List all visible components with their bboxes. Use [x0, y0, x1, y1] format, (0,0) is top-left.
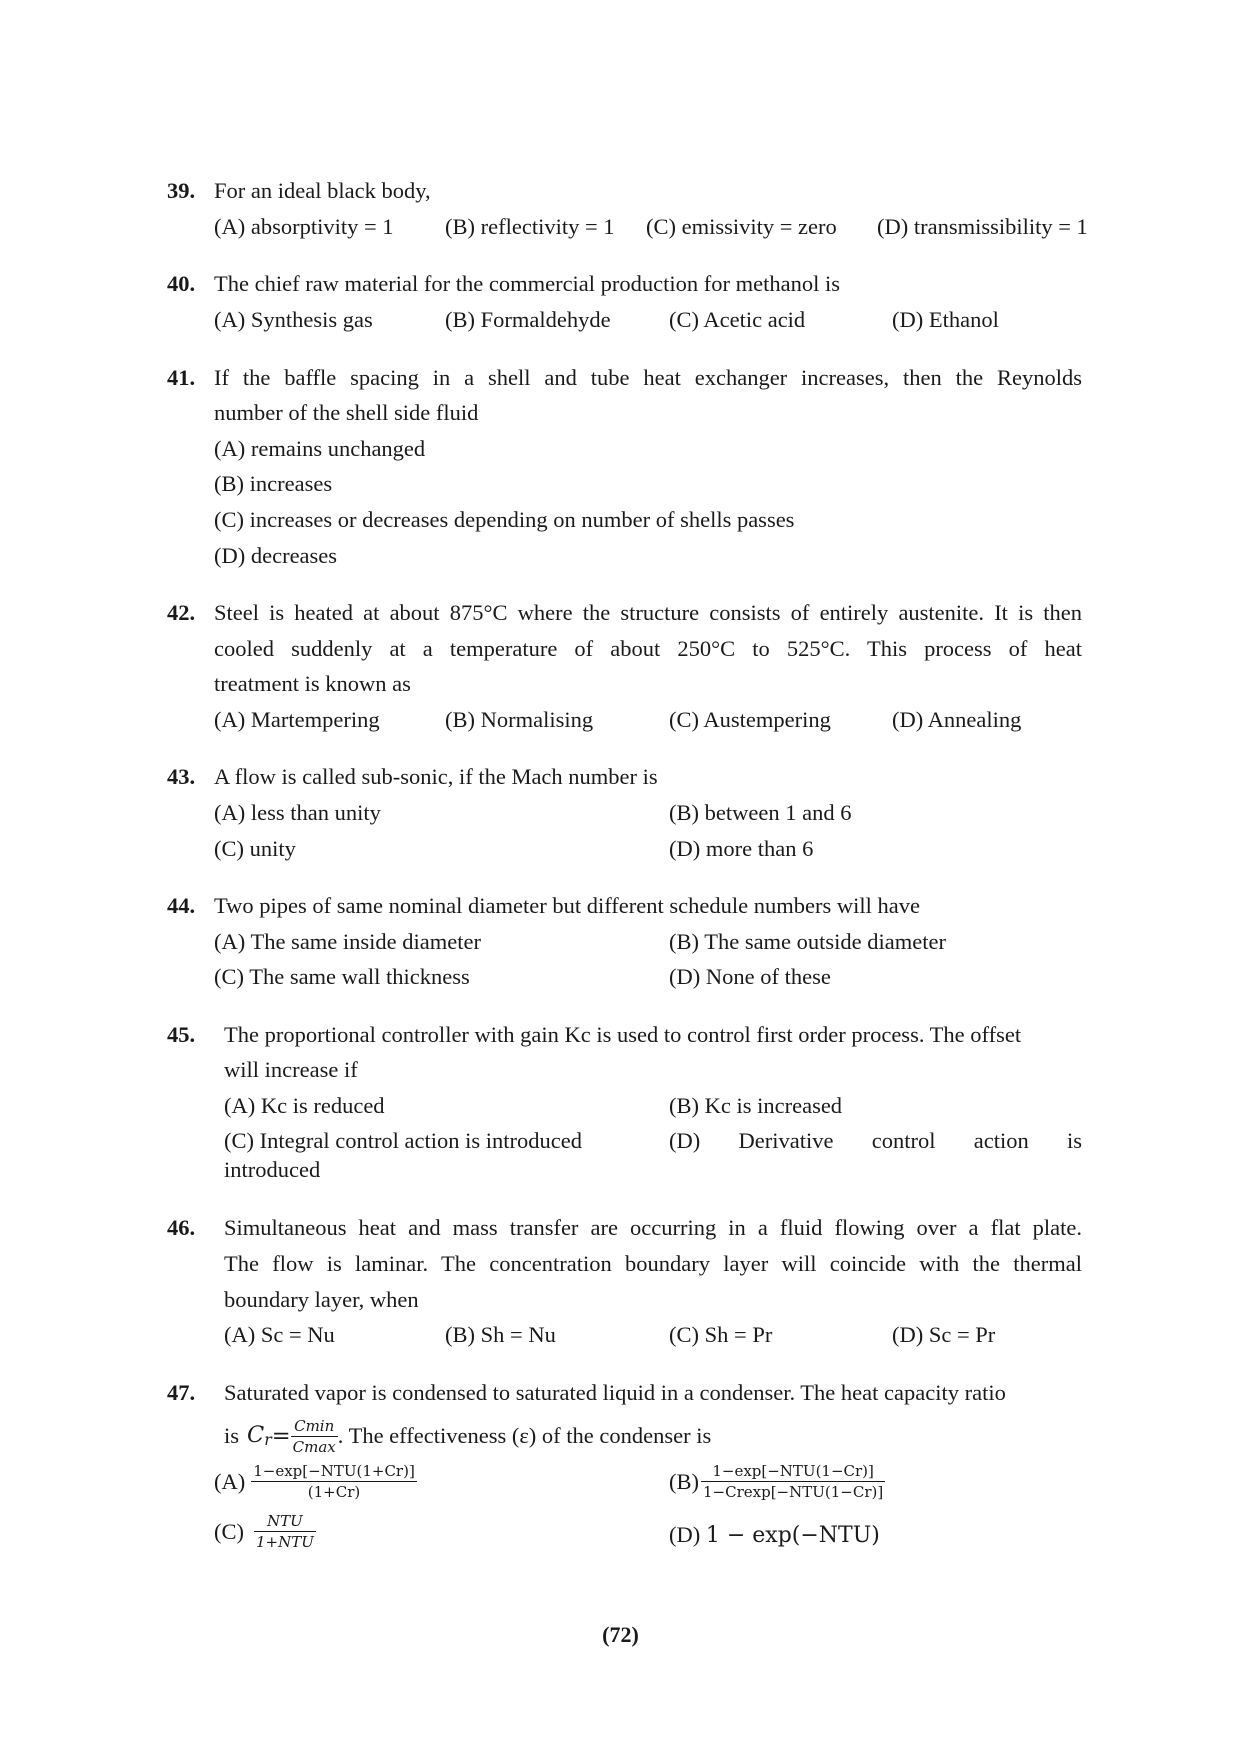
- option-b: (B) reflectivity = 1: [445, 214, 615, 239]
- option-b: (B) between 1 and 6: [669, 800, 852, 825]
- option-d: (D) transmissibility = 1: [877, 214, 1088, 239]
- option-b: (B) The same outside diameter: [669, 929, 946, 954]
- option-d: (D) 1 − exp(−NTU): [669, 1522, 880, 1548]
- option-c: (C) The same wall thickness: [214, 964, 470, 989]
- question-text-line: The proportional controller with gain Kc is used to control first order process. The offset: [224, 1022, 1022, 1047]
- option-b: (B) Sh = Nu: [445, 1322, 556, 1347]
- option-a: (A) remains unchanged: [214, 436, 426, 461]
- option-d-expression: 1 − exp(−NTU): [705, 1523, 880, 1548]
- option-d: (D) Annealing: [892, 707, 1022, 732]
- option-b: (B) Formaldehyde: [445, 307, 611, 332]
- question-text: The chief raw material for the commercial production for methanol is: [214, 271, 841, 296]
- option-a: (A) Synthesis gas: [214, 307, 373, 332]
- option-d-continuation: introduced: [224, 1157, 321, 1182]
- option-a: (A) Kc is reduced: [224, 1093, 385, 1118]
- question-text-line: Saturated vapor is condensed to saturated liquid in a condenser. The heat capacity ratio: [224, 1380, 1006, 1405]
- option-c: (C) Austempering: [669, 707, 831, 732]
- question-number: 41.: [167, 365, 196, 390]
- question-text: A flow is called sub-sonic, if the Mach number is: [214, 764, 658, 789]
- question-text: Two pipes of same nominal diameter but different schedule numbers will have: [214, 893, 920, 918]
- question-text-line: boundary layer, when: [224, 1287, 419, 1312]
- option-d: (D) Derivative control action is: [669, 1128, 1082, 1153]
- option-c: (C) Acetic acid: [669, 307, 806, 332]
- option-c-fraction: $\frac{\text{NTU}}{\text{1+NTU}}$: [256, 1512, 314, 1551]
- option-b: (B) Normalising: [445, 707, 594, 732]
- question-number: 46.: [167, 1215, 196, 1240]
- cr-symbol: Cr: [247, 1422, 272, 1450]
- question-text-line: If the baffle spacing in a shell and tube heat exchanger increases, then the Reynolds: [214, 365, 1082, 390]
- option-b: (B) Kc is increased: [669, 1093, 843, 1118]
- question-text-line: will increase if: [224, 1057, 358, 1082]
- equals-sign: =: [271, 1423, 291, 1449]
- option-a: (A) Martempering: [214, 707, 380, 732]
- option-d: (D) decreases: [214, 543, 338, 568]
- option-a: (A) less than unity: [214, 800, 381, 825]
- option-a-fraction: $\frac{\text{1−exp[−NTU(1+Cr)]}}{(1+Cr)}$: [253, 1462, 415, 1501]
- text-suffix: . The effectiveness (ε) of the condenser is: [337, 1423, 712, 1448]
- option-a: (A) absorptivity = 1: [214, 214, 394, 239]
- option-c: (C) emissivity = zero: [646, 214, 837, 239]
- option-c: (C) $\frac{\text{NTU}}{\text{1+NTU}}$: [214, 1512, 314, 1551]
- option-d: (D) more than 6: [669, 836, 814, 861]
- text-prefix: is: [224, 1423, 240, 1448]
- option-b-fraction: $\frac{\text{1−exp[−NTU(1−Cr)]}}{\text{1−Crexp[−NTU(1−Cr)]}}$: [703, 1462, 884, 1501]
- question-number: 43.: [167, 764, 196, 789]
- option-c: (C) Sh = Pr: [669, 1322, 773, 1347]
- question-text-line: Steel is heated at about 875°C where the structure consists of entirely austenite. It is then: [214, 600, 1082, 625]
- option-a: (A) The same inside diameter: [214, 929, 481, 954]
- option-d: (D) Ethanol: [892, 307, 999, 332]
- question-text-line: treatment is known as: [214, 671, 411, 696]
- option-c: (C) Integral control action is introduced: [224, 1128, 583, 1153]
- option-c: (C) unity: [214, 836, 296, 861]
- question-text-line: The flow is laminar. The concentration boundary layer will coincide with the thermal: [224, 1251, 1082, 1276]
- question-number: 39.: [167, 178, 196, 203]
- option-b: (B) $\frac{\text{1−exp[−NTU(1−Cr)]}}{\text{1−Crexp[−NTU(1−Cr)]}}$: [669, 1462, 884, 1501]
- page-number: (72): [602, 1622, 639, 1647]
- option-a: (A) Sc = Nu: [224, 1322, 335, 1347]
- question-number: 47.: [167, 1380, 196, 1405]
- question-text-line: cooled suddenly at a temperature of about 250°C to 525°C. This process of heat: [214, 636, 1082, 661]
- option-b: (B) increases: [214, 471, 333, 496]
- cr-fraction: $\frac{Cmin}{Cmax}$: [292, 1416, 336, 1456]
- option-d: (D) None of these: [669, 964, 831, 989]
- option-c: (C) increases or decreases depending on number of shells passes: [214, 507, 795, 532]
- option-a: (A) $\frac{\text{1−exp[−NTU(1+Cr)]}}{(1+Cr)}$: [214, 1462, 415, 1501]
- question-number: 44.: [167, 893, 196, 918]
- question-text-line: number of the shell side fluid: [214, 400, 479, 425]
- question-text-line-with-ratio: [224, 1408, 711, 1464]
- question-number: 45.: [167, 1022, 196, 1047]
- question-number: 40.: [167, 271, 196, 296]
- question-text: For an ideal black body,: [214, 178, 431, 203]
- question-number: 42.: [167, 600, 196, 625]
- option-d: (D) Sc = Pr: [892, 1322, 996, 1347]
- question-text-line: Simultaneous heat and mass transfer are occurring in a fluid flowing over a flat plate.: [224, 1215, 1082, 1240]
